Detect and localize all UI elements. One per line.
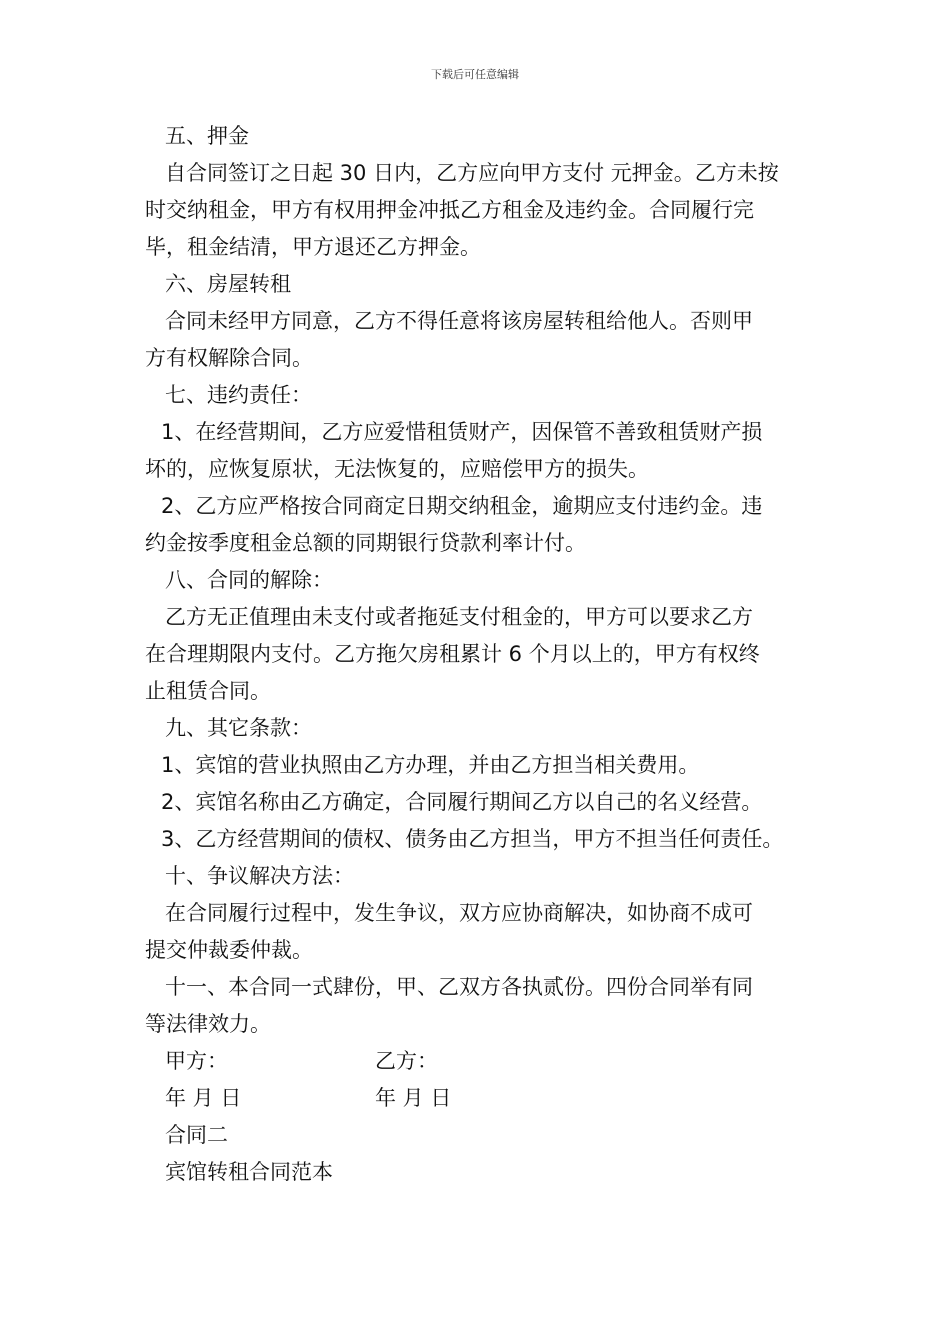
list-item: 3、乙方经营期间的债权、债务由乙方担当，甲方不担当任何责任。 bbox=[161, 827, 784, 851]
date-row bbox=[145, 1080, 825, 1117]
paragraph-line: 等法律效力。 bbox=[145, 1012, 271, 1036]
section-title: 六、房屋转租 bbox=[165, 272, 291, 296]
signature-row bbox=[145, 1043, 825, 1080]
paragraph-line: 方有权解除合同。 bbox=[145, 346, 313, 370]
paragraph-line: 毕，租金结清，甲方退还乙方押金。 bbox=[145, 235, 481, 259]
list-item: 2、宾馆名称由乙方确定，合同履行期间乙方以自己的名义经营。 bbox=[161, 790, 763, 814]
contract-two-title: 宾馆转租合同范本 bbox=[165, 1160, 333, 1184]
paragraph-line: 合同未经甲方同意，乙方不得任意将该房屋转租给他人。否则甲 bbox=[165, 309, 753, 333]
paragraph-line: 自合同签订之日起 30 日内，乙方应向甲方支付 元押金。乙方未按 bbox=[165, 161, 779, 185]
list-item: 2、乙方应严格按合同商定日期交纳租金，逾期应支付违约金。违 bbox=[161, 494, 763, 518]
section-title: 八、合同的解除： bbox=[165, 568, 333, 592]
list-item: 1、在经营期间，乙方应爱惜租赁财产，因保管不善致租赁财产损 bbox=[161, 420, 763, 444]
paragraph-line: 提交仲裁委仲裁。 bbox=[145, 938, 313, 962]
document-body bbox=[145, 118, 825, 1191]
section-title: 五、押金 bbox=[165, 124, 249, 148]
paragraph-line: 止租赁合同。 bbox=[145, 679, 271, 703]
paragraph-line: 在合同履行过程中，发生争议，双方应协商解决，如协商不成可 bbox=[165, 901, 753, 925]
list-item: 1、宾馆的营业执照由乙方办理，并由乙方担当相关费用。 bbox=[161, 753, 700, 777]
paragraph-line: 乙方无正值理由未支付或者拖延支付租金的，甲方可以要求乙方 bbox=[165, 605, 753, 629]
section-title: 九、其它条款： bbox=[165, 716, 312, 740]
section-title: 十、争议解决方法： bbox=[165, 864, 354, 888]
paragraph-line: 时交纳租金，甲方有权用押金冲抵乙方租金及违约金。合同履行完 bbox=[145, 198, 754, 222]
paragraph-line: 约金按季度租金总额的同期银行贷款利率计付。 bbox=[145, 531, 586, 555]
paragraph-line: 在合理期限内支付。乙方拖欠房租累计 6 个月以上的，甲方有权终 bbox=[145, 642, 760, 666]
section-title: 七、违约责任： bbox=[165, 383, 312, 407]
party-b-date: 年 月 日 bbox=[375, 1086, 452, 1110]
page-header-note: 下载后可任意编辑 bbox=[431, 68, 519, 81]
paragraph-line: 坏的，应恢复原状，无法恢复的，应赔偿甲方的损失。 bbox=[145, 457, 649, 481]
contract-two-heading: 合同二 bbox=[165, 1123, 228, 1147]
party-b-label: 乙方： bbox=[375, 1049, 438, 1073]
party-a-date: 年 月 日 bbox=[165, 1086, 242, 1110]
paragraph-line: 十一、本合同一式肆份，甲、乙双方各执贰份。四份合同举有同 bbox=[165, 975, 753, 999]
party-a-label: 甲方： bbox=[165, 1049, 228, 1073]
